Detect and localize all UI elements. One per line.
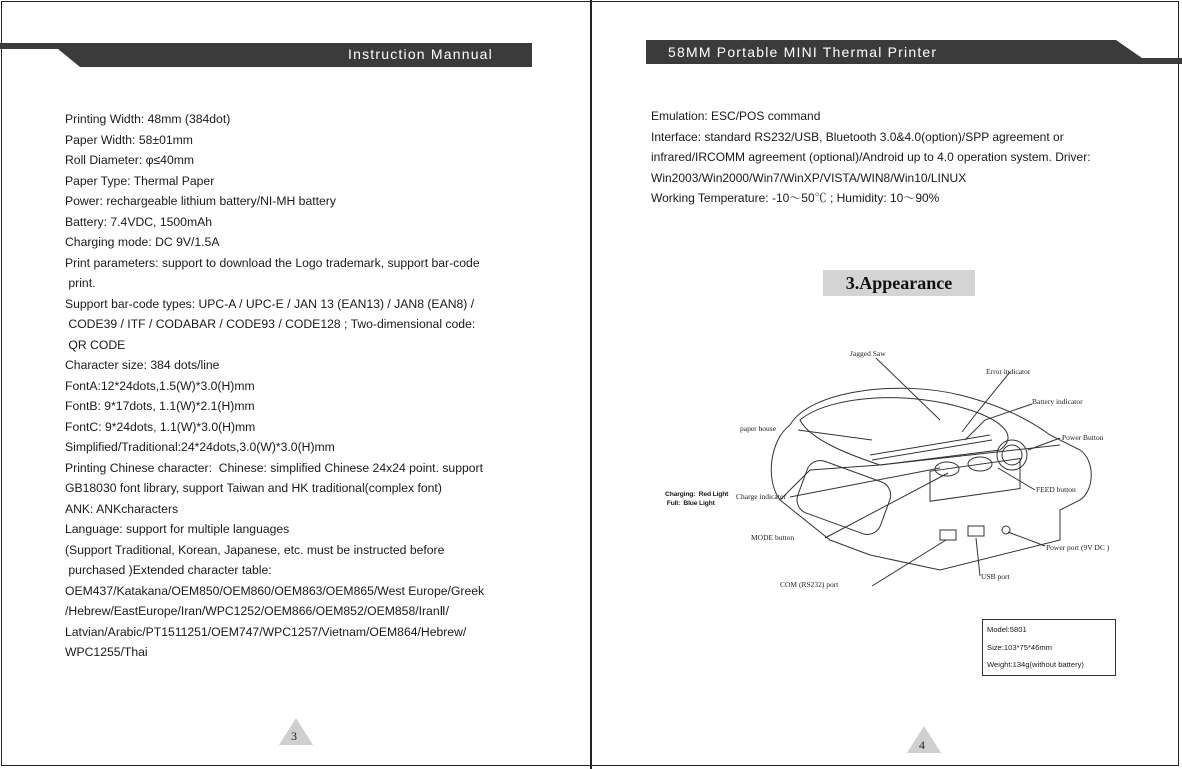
spec-line: Simplified/Traditional:24*24dots,3.0(W)*3.0(H)mm [65, 440, 335, 454]
label-jagged-saw: Jagged Saw [850, 349, 886, 358]
spec-line: ANK: ANKcharacters [65, 501, 179, 516]
spec-line: Paper Type: Thermal Paper [65, 173, 215, 188]
label-battery-indicator: Battery indicator [1032, 397, 1083, 406]
spec-line: Support bar-code types: UPC-A / UPC-E / JAN 13 (EAN13) / JAN8 (EAN8) / [65, 296, 475, 311]
charging-line: Full: Blue Light [665, 499, 715, 507]
left-header-title: Instruction Mannual [348, 46, 493, 62]
label-usb-port: USB port [981, 572, 1010, 581]
spec-list [65, 109, 545, 663]
spec-line: (Support Traditional, Korean, Japanese, etc. must be instructed before [65, 542, 445, 557]
size-line: Size:103*75*46mm [987, 642, 1053, 652]
spec-line: Character size: 384 dots/line [65, 358, 220, 372]
label-feed-button: FEED button [1036, 485, 1076, 494]
spec-line: /Hebrew/EastEurope/Iran/WPC1252/OEM866/OEM852/OEM858/IranⅡ/ [65, 604, 449, 618]
spec-line: QR CODE [65, 337, 126, 352]
spec-line: Battery: 7.4VDC, 1500mAh [65, 214, 212, 229]
label-error-indicator: Error indicator [986, 367, 1031, 376]
page-number-left: 3 [291, 729, 297, 743]
section-title: 3.Appearance [823, 270, 975, 296]
spec-line: Printing Width: 48mm (384dot) [65, 112, 231, 126]
right-header-title: 58MM Portable MINI Thermal Printer [668, 44, 938, 60]
spec-line: Working Temperature: -10～50℃ ; Humidity: 10～90% [651, 191, 940, 205]
spec-line: Print parameters: support to download the Logo trademark, support bar-code [65, 255, 480, 270]
spec-line: CODE39 / ITF / CODABAR / CODE93 / CODE128 ; Two-dimensional code: [65, 317, 476, 331]
spec-line: Language: support for multiple languages [65, 522, 290, 536]
spec-line: Latvian/Arabic/PT1511251/OEM747/WPC1257/Vietnam/OEM864/Hebrew/ [65, 624, 467, 639]
label-power-button: Power Button [1062, 433, 1104, 442]
spec-line: FontC: 9*24dots, 1.1(W)*3.0(H)mm [65, 419, 256, 434]
page-number-right: 4 [919, 738, 925, 752]
spec-line: Paper Width: 58±01mm [65, 132, 193, 147]
spec-line: Interface: standard RS232/USB, Bluetooth 3.0&4.0(option)/SPP agreement or [651, 129, 1064, 144]
right-spec-text [651, 106, 1121, 209]
spec-line: print. [65, 276, 96, 290]
label-paper-house: paper house [740, 424, 777, 433]
label-com-port: COM (RS232) port [780, 580, 839, 589]
spec-line: infrared/IRCOMM agreement (optional)/Android up to 4.0 operation system. Driver: [651, 150, 1091, 164]
spec-line: Power: rechargeable lithium battery/NI-MH battery [65, 194, 336, 208]
spec-line: GB18030 font library, support Taiwan and HK traditional(complex font) [65, 481, 442, 495]
spec-line: FontB: 9*17dots, 1.1(W)*2.1(H)mm [65, 399, 255, 413]
spec-line: Charging mode: DC 9V/1.5A [65, 235, 220, 249]
page-divider [590, 0, 592, 769]
label-mode-button: MODE button [751, 533, 795, 542]
spec-line: Roll Diameter: φ≤40mm [65, 153, 195, 167]
charging-note [665, 491, 728, 508]
spec-line: purchased )Extended character table: [65, 563, 272, 577]
weight-line: Weight:134g(without battery) [987, 660, 1084, 669]
model-info-box [982, 619, 1116, 676]
spec-line: Emulation: ESC/POS command [651, 109, 821, 123]
label-power-port: Power port (9V DC ) [1046, 543, 1110, 552]
spec-line: Win2003/Win2000/Win7/WinXP/VISTA/WIN8/Win10/LINUX [651, 170, 967, 185]
spec-line: FontA:12*24dots,1.5(W)*3.0(H)mm [65, 378, 255, 393]
spec-line: WPC1255/Thai [65, 645, 148, 659]
label-charge-indicator: Charge indicator [736, 492, 787, 501]
printer-illustration [640, 340, 1120, 610]
spec-line: Printing Chinese character: Chinese: simplified Chinese 24x24 point. support [65, 460, 483, 475]
spec-line: OEM437/Katakana/OEM850/OEM860/OEM863/OEM865/West Europe/Greek [65, 583, 485, 598]
model-line: Model:5801 [987, 625, 1027, 634]
charging-line: Charging: Red Light [665, 491, 729, 498]
